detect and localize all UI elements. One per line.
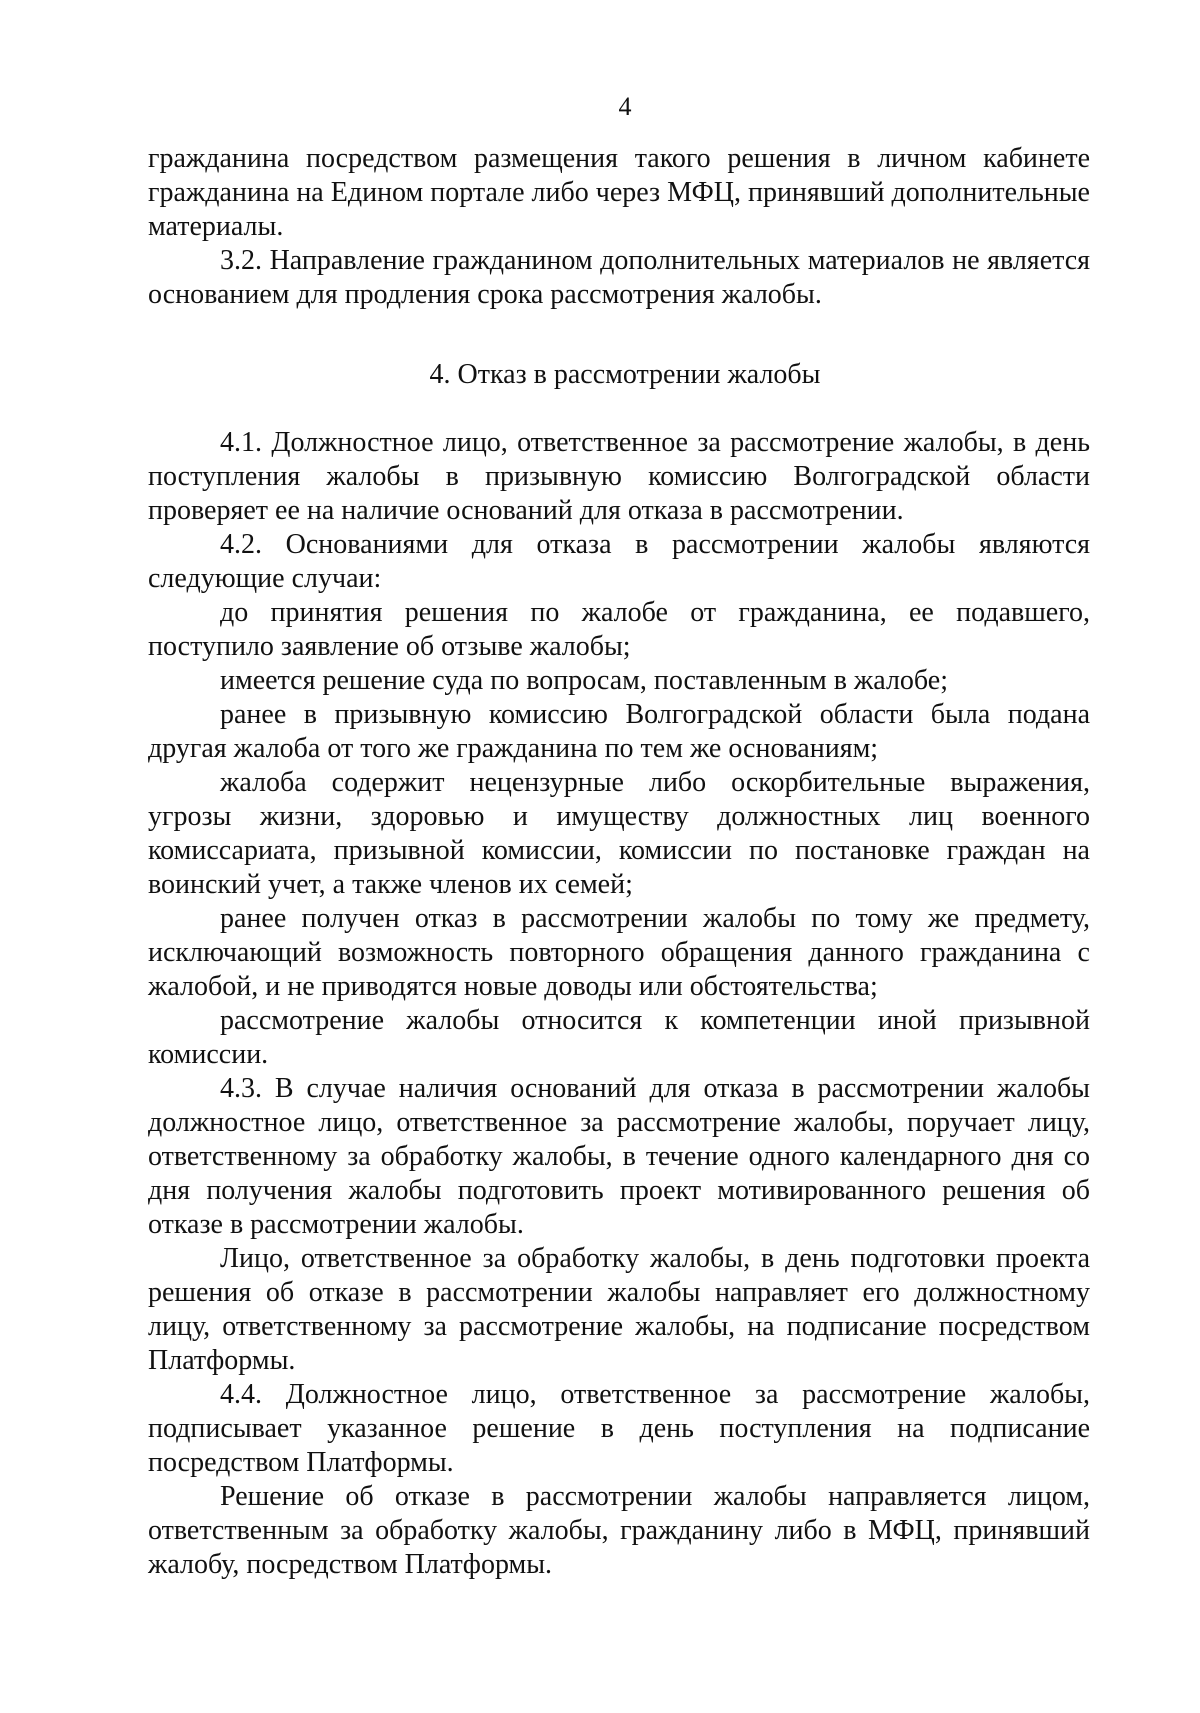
page-number: 4 (618, 92, 632, 121)
section-4-body (148, 426, 1090, 1582)
paragraph-4-3: 4.3. В случае наличия оснований для отказа в рассмотрении жалобы должностное лицо, ответственное за рассмотрение жалобы, поручает лицу, ответственному за обработку жалобы, в течение одного календарного дня со дня получения жалобы подготовить проект мотивированного решения об отказе в рассмотрении жалобы. (148, 1073, 1090, 1240)
case-item: ранее получен отказ в рассмотрении жалобы по тому же предмету, исключающий возможность повторного обращения данного гражданина с жалобой, и не приводятся новые доводы или обстоятельства; (148, 903, 1090, 1002)
case-item: жалоба содержит нецензурные либо оскорбительные выражения, угрозы жизни, здоровью и имуществу должностных лиц военного комиссариата, призывной комиссии, комиссии по постановке граждан на воинский учет, а также членов их семей; (148, 767, 1090, 900)
paragraph-4-4-second: Решение об отказе в рассмотрении жалобы направляется лицом, ответственным за обработку жалобы, гражданину либо в МФЦ, принявший жалобу, посредством Платформы. (148, 1481, 1090, 1580)
paragraph-3-2: 3.2. Направление гражданином дополнительных материалов не является основанием для продления срока рассмотрения жалобы. (148, 245, 1090, 310)
paragraph-4-2: 4.2. Основаниями для отказа в рассмотрении жалобы являются следующие случаи: (148, 529, 1090, 594)
section-3-continuation (148, 142, 1090, 312)
case-item: рассмотрение жалобы относится к компетенции иной призывной комиссии. (148, 1005, 1090, 1070)
section-4-heading: 4. Отказ в рассмотрении жалобы (429, 359, 821, 390)
paragraph-3-1-continued: гражданина посредством размещения такого решения в личном кабинете гражданина на Едином портале либо через МФЦ, принявший дополнительные материалы. (148, 143, 1090, 242)
case-item: ранее в призывную комиссию Волгоградской области была подана другая жалоба от того же гражданина по тем же основаниям; (148, 699, 1090, 764)
case-item: до принятия решения по жалобе от гражданина, ее подавшего, поступило заявление об отзыве жалобы; (148, 597, 1090, 662)
paragraph-4-3-second: Лицо, ответственное за обработку жалобы, в день подготовки проекта решения об отказе в рассмотрении жалобы направляет его должностному лицу, ответственному за рассмотрение жалобы, на подписание посредством Платформы. (148, 1243, 1090, 1376)
paragraph-4-4: 4.4. Должностное лицо, ответственное за рассмотрение жалобы, подписывает указанное решение в день поступления на подписание посредством Платформы. (148, 1379, 1090, 1478)
paragraph-4-1: 4.1. Должностное лицо, ответственное за рассмотрение жалобы, в день поступления жалобы в призывную комиссию Волгоградской области проверяет ее на наличие оснований для отказа в рассмотрении. (148, 427, 1090, 526)
case-item: имеется решение суда по вопросам, поставленным в жалобе; (220, 665, 948, 696)
